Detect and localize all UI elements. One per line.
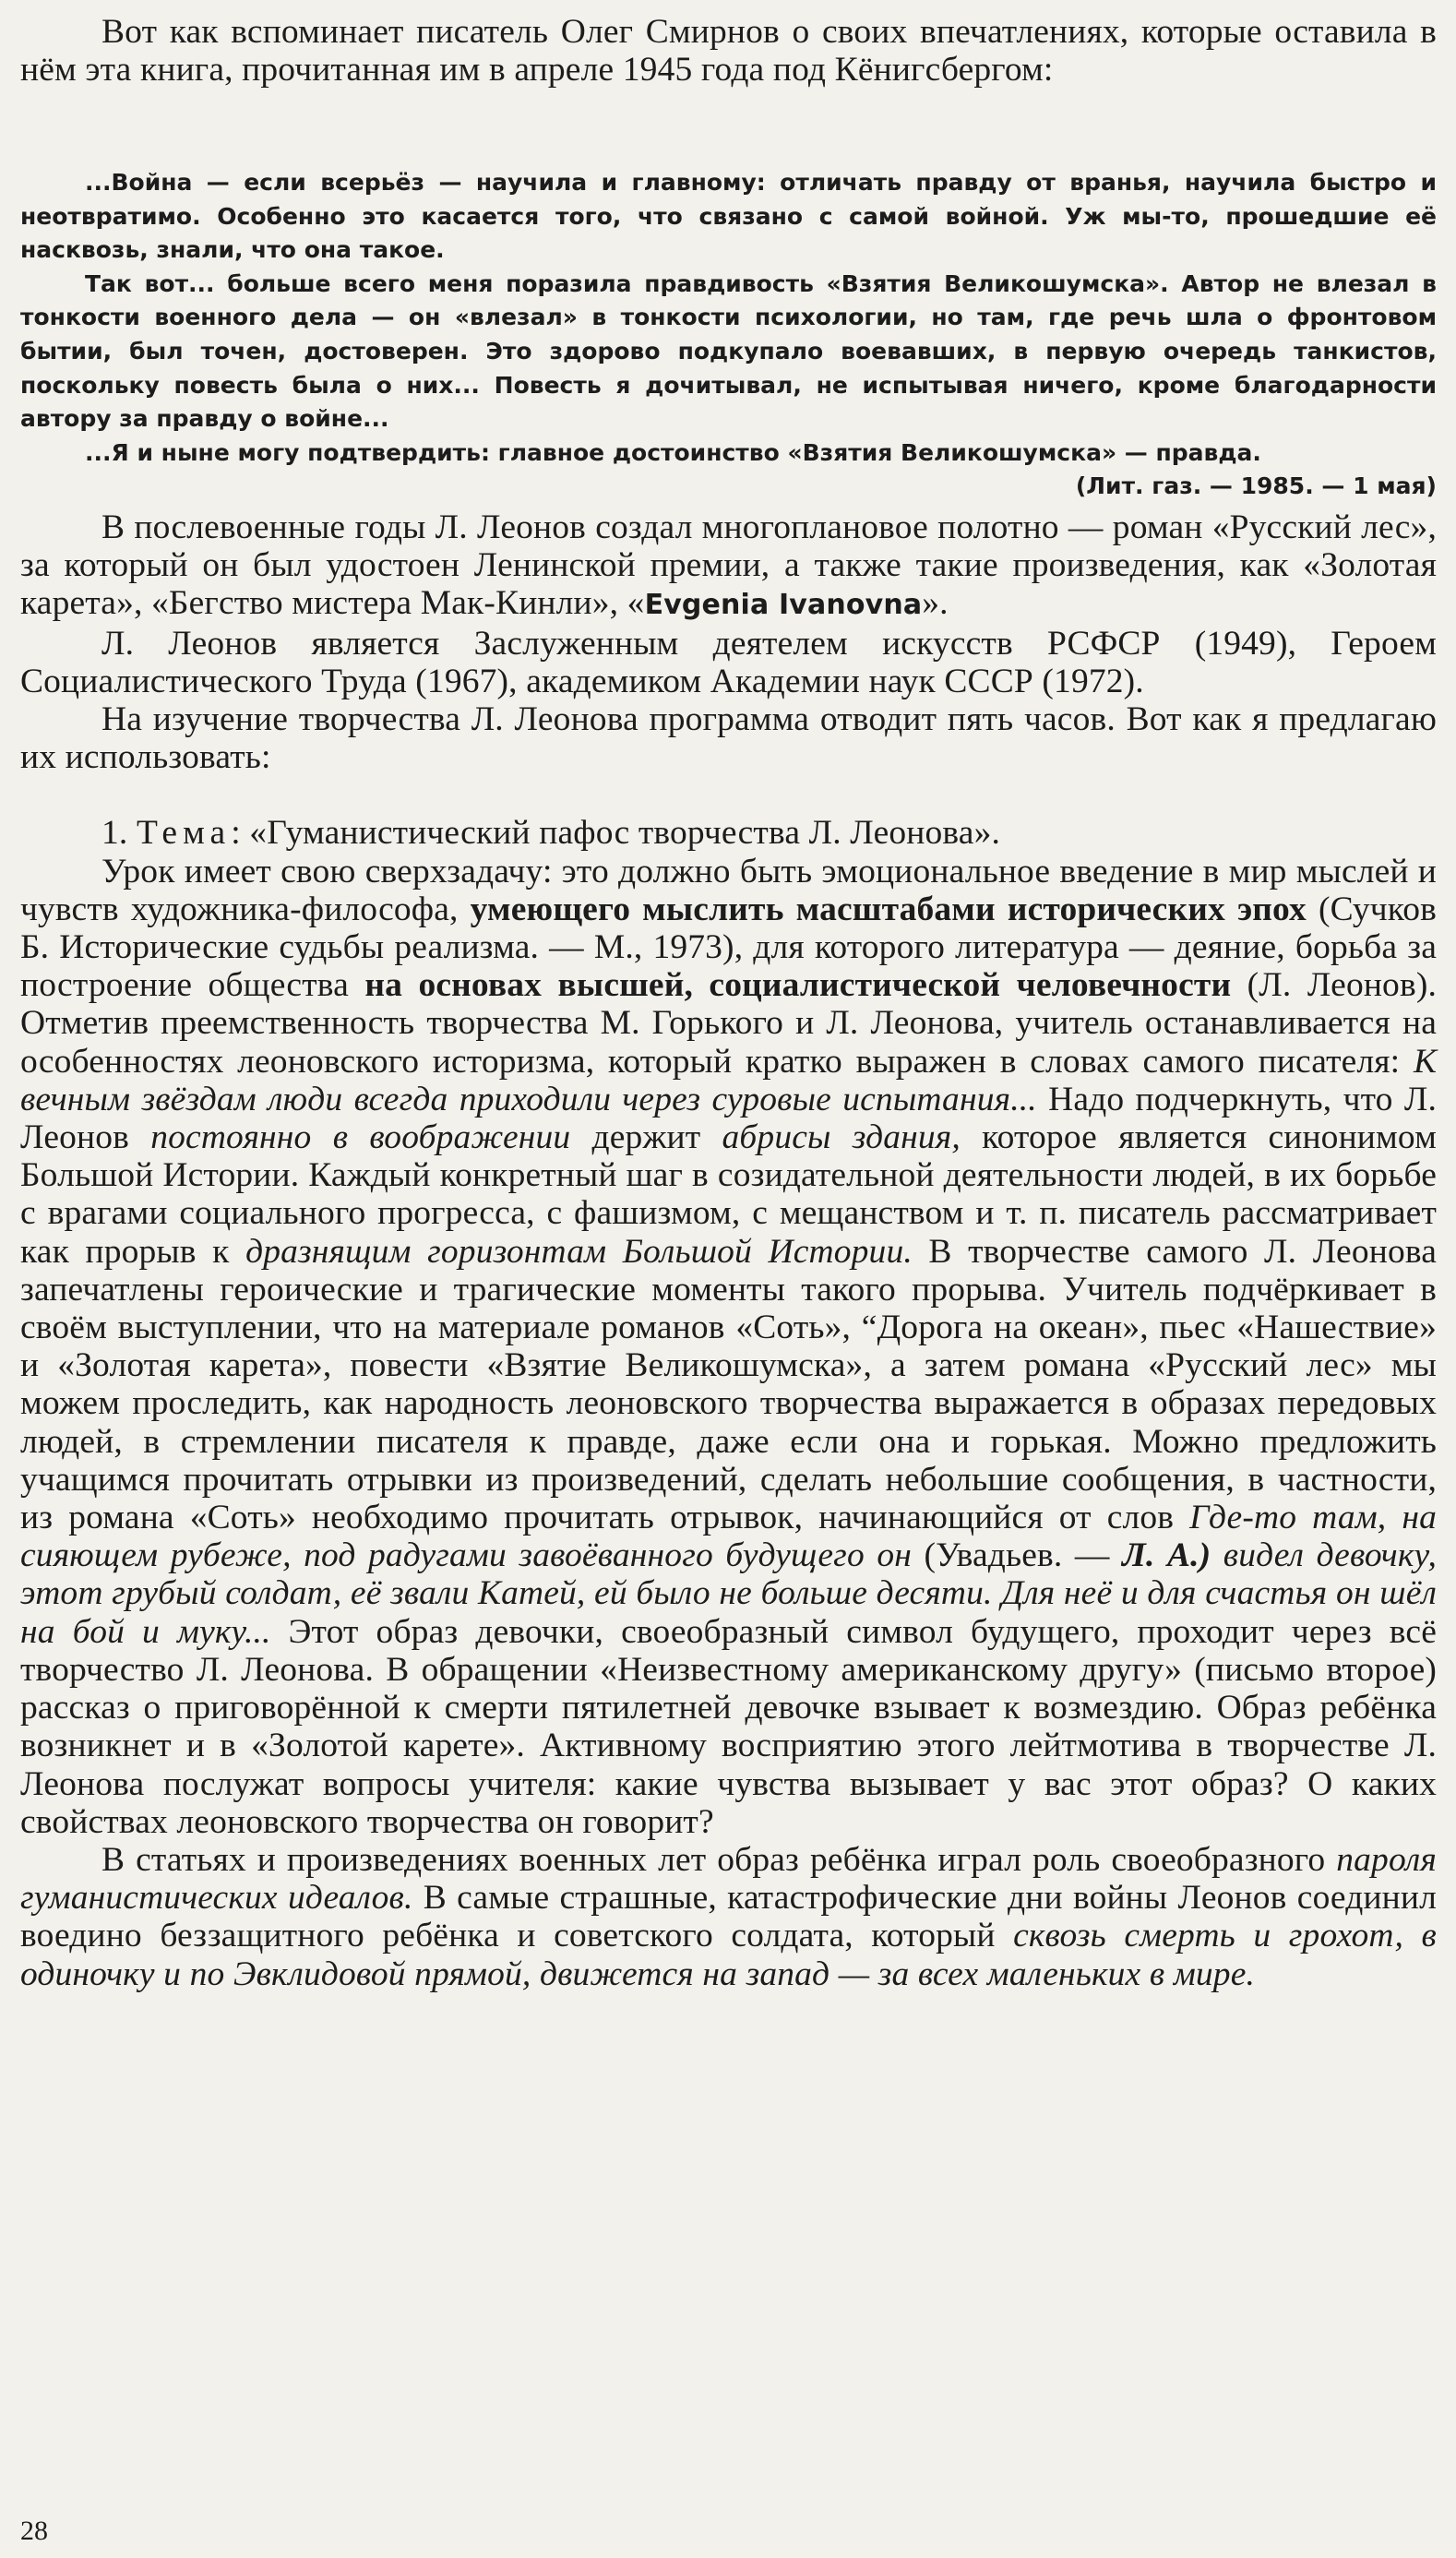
text-run: В статьях и произведениях военных лет образ ребёнка играл роль своеобразного — [101, 1840, 1337, 1879]
paragraph-program-hours: На изучение творчества Л. Леонова программа отводит пять часов. Вот как я предлагаю их использовать: — [20, 700, 1437, 777]
italic-phrase: видел девочку, этот грубый солдат, её звали Катей, ей было не больше десяти. Для неё и для счастья он шёл на бой и муку... — [20, 1536, 1437, 1651]
quote-block — [20, 166, 1437, 504]
paragraph-russian-forest — [20, 508, 1437, 625]
page-number: 28 — [20, 2516, 48, 2546]
intro-text: Вот как вспоминает писатель Олег Смирнов о своих впечатлениях, которые оставила в нём эта книга, прочитанная им в апреле 1945 года под Кёнигсбергом: — [20, 13, 1437, 90]
text-run: (Сучков Б. Исторические судьбы реализма. — М., 1973), для которого литература — деяние, борьба за построение общества — [20, 890, 1437, 1005]
text-run: (Л. Леонов). Отметив преемственность творчества М. Горького и Л. Леонова, учитель останавливается на особенностях леоновского историзма, который кратко выражен в словах самого писателя: — [20, 966, 1437, 1081]
intro-paragraph — [20, 13, 1437, 89]
italic-phrase: Где-то там, на сияющем рубеже, под радугами завоёванного будущего он — [20, 1499, 1437, 1575]
paragraph-text: В послевоенные годы Л. Леонов создал многоплановое полотно — роман «Русский лес», за который он был удостоен Ленинской премии, а также такие произведения, как «Золотая карета», «Бегство мистера Мак-Кинли», « — [20, 508, 1437, 623]
paragraph-honors: Л. Леонов является Заслуженным деятелем искусств РСФСР (1949), Героем Социалистического Труда (1967), академиком Академии наук СССР (1972). — [20, 624, 1437, 700]
text-run: Урок имеет свою сверхзадачу: это должно быть эмоциональное введение в мир мыслей и чувств художника-философа, — [20, 852, 1437, 928]
text-run: Этот образ девочки, своеобразный символ будущего, проходит через всё творчество Л. Леонова. В обращении «Неизвестному американскому другу» (письмо второе) рассказ о приговорённой к смерти пятилетней девочке взывает к возмездию. Образ ребёнка возникнет и в «Золотой карете». Активному восприятию этого лейтмотива в творчестве Л. Леонова послужат вопросы учителя: какие чувства вызывает у вас этот образ? О каких свойствах леоновского творчества он говорит? — [20, 1612, 1437, 1841]
topic-label: Тема — [136, 814, 232, 853]
paragraph-war-years — [20, 1841, 1437, 1993]
italic-phrase: абрисы здания, — [722, 1118, 961, 1157]
text-run: которое является синонимом Большой Истории. Каждый конкретный шаг в созидательной деятельности людей, в их борьбе с врагами социального прогресса, с фашизмом, с мещанством и т. п. писатель рассматривает как прорыв к — [20, 1118, 1437, 1271]
text-run: держит — [570, 1118, 722, 1157]
topic-title: : «Гуманистический пафос творчества Л. Леонова». — [231, 814, 1000, 853]
italic-phrase: дразнящим горизонтам Большой Истории. — [245, 1232, 913, 1271]
quote-paragraph-1: ...Война — если всерьёз — научила и главному: отличать правду от вранья, научила быстро и неотвратимо. Особенно это касается того, что связано с самой войной. Уж мы-то, прошедшие её насквозь, знали, что она такое. — [20, 169, 1437, 264]
bold-phrase: умеющего мыслить масштабами исторических эпох — [470, 890, 1307, 928]
paragraph-lesson — [20, 853, 1437, 1841]
quote-paragraph-3: ...Я и ныне могу подтвердить: главное достоинство «Взятия Великошумска» — правда. — [85, 438, 1261, 466]
italic-phrase: К вечным звёздам люди всегда приходили через суровые испытания... — [20, 1042, 1437, 1118]
paragraph-text: ». — [922, 584, 949, 623]
bold-phrase: на основах высшей, социалистической человечности — [364, 966, 1232, 1005]
italic-phrase: пароля гуманистических идеалов. — [20, 1840, 1437, 1918]
topic-number: 1. — [101, 814, 137, 853]
italic-phrase: сквозь смерть и грохот, в одиночку и по Эвклидовой прямой, движется на запад — за всех маленьких в мире. — [20, 1917, 1437, 1993]
quote-paragraph-2: Так вот... больше всего меня поразила правдивость «Взятия Великошумска». Автор не влезал в тонкости военного дела — он «влезал» в тонкости психологии, но там, где речь шла о фронтовом бытии, был точен, достоверен. Это здорово подкупало воевавших, в первую очередь танкистов, поскольку повесть была о них... Повесть я дочитывал, не испытывая ничего, кроме благодарности автору за правду о войне... — [20, 269, 1437, 433]
italic-phrase: постоянно в воображении — [150, 1118, 571, 1157]
text-run: В самые страшные, катастрофические дни войны Леонов соединил воедино беззащитного ребёнка и советского солдата, который — [20, 1879, 1437, 1955]
topic-heading — [20, 814, 1437, 852]
text-run: В творчестве самого Л. Леонова запечатлены героические и трагические моменты такого прорыва. Учитель подчёркивает в своём выступлении, что на материале романов «Соть», “Дорога на океан», пьес «Нашествие» и «Золотая карета», повести «Взятие Великошумска», а затем романа «Русский лес» мы можем проследить, как народность леоновского творчества выражается в образах передовых людей, в стремлении писателя к правде, даже если она и горькая. Можно предложить учащимся прочитать отрывки из произведений, сделать небольшие сообщения, в частности, из романа «Соть» необходимо прочитать отрывок, начинающийся от слов — [20, 1232, 1438, 1537]
text-run: Надо подчеркнуть, что Л. Леонов — [20, 1080, 1437, 1157]
quote-source: (Лит. газ. — 1985. — 1 мая) — [1075, 472, 1437, 500]
text-run: (Увадьев. — — [912, 1536, 1123, 1575]
main-text — [20, 508, 1437, 1993]
initials: Л. А.) — [1122, 1536, 1211, 1575]
evgenia-ivanovna-title: Evgenia Ivanovna — [644, 589, 923, 622]
